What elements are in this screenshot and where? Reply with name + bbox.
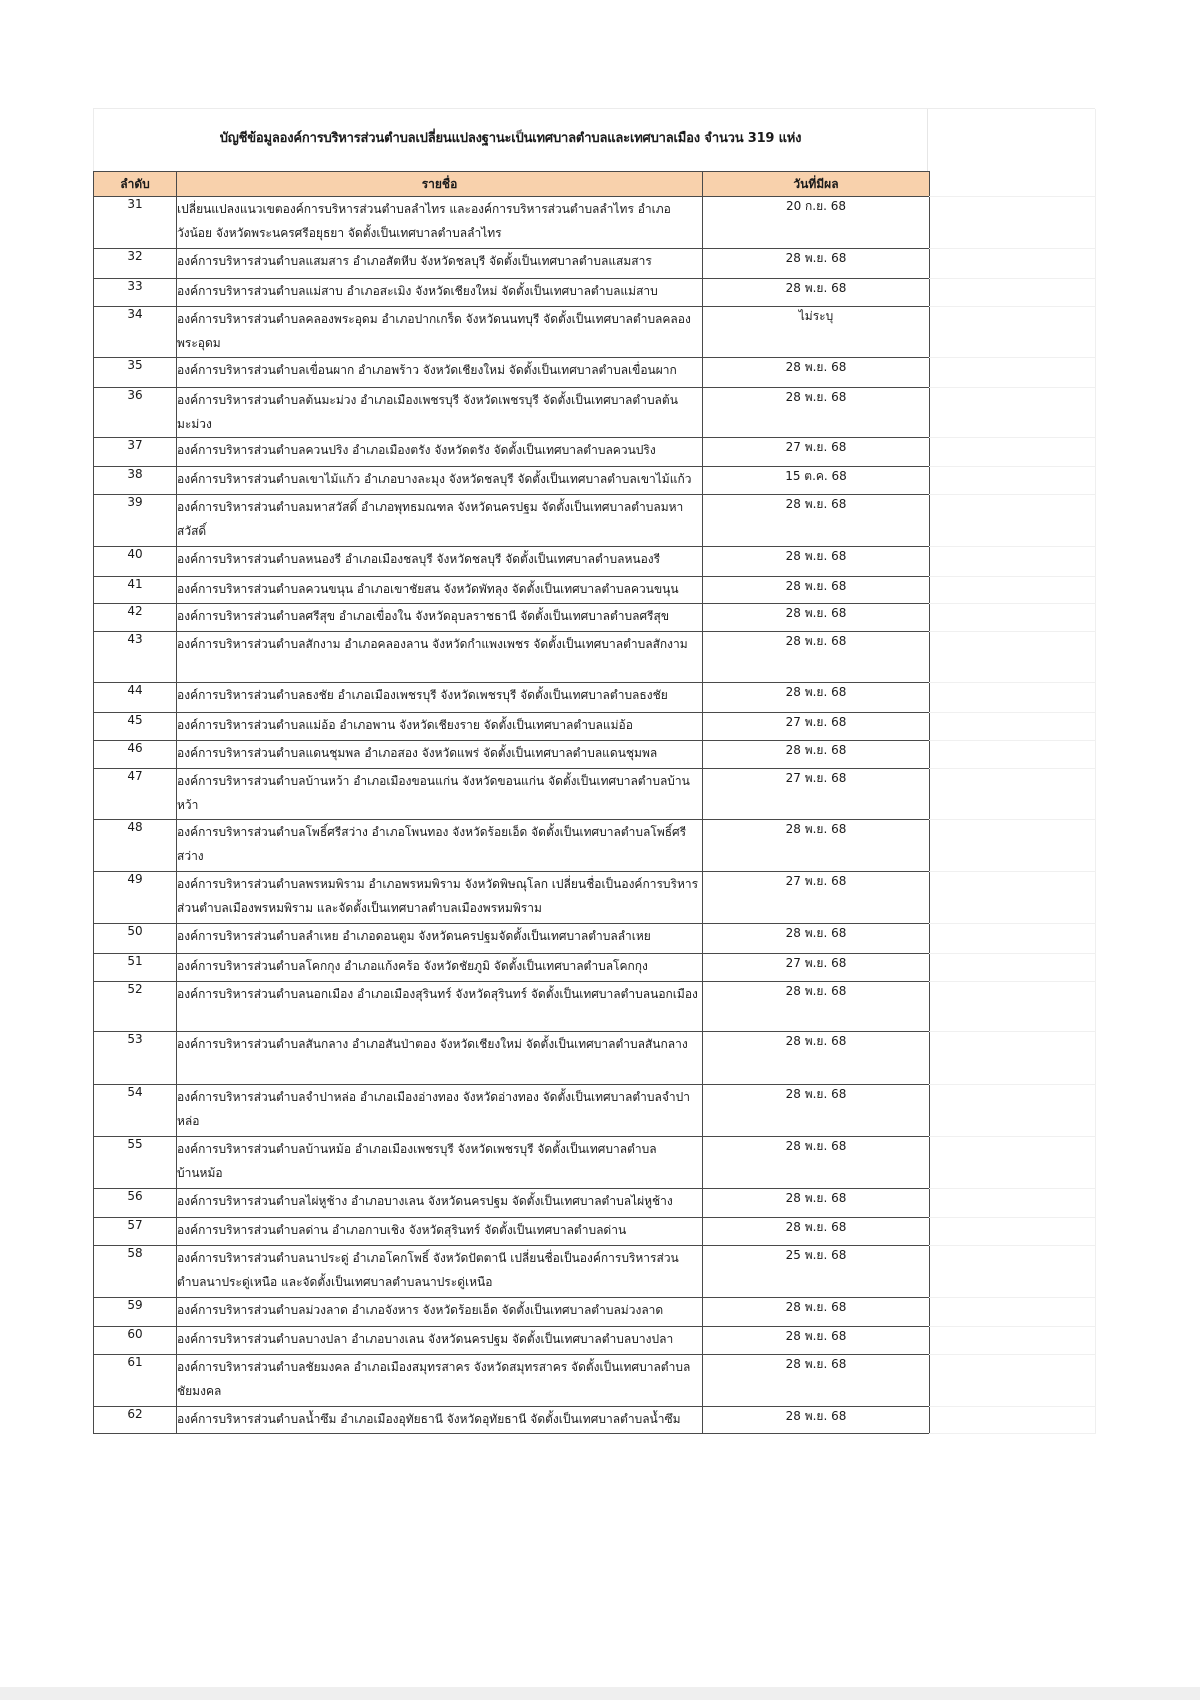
row-number: 49: [94, 872, 177, 924]
table-row: [94, 1246, 930, 1298]
effective-date: 27 พ.ย. 68: [703, 769, 930, 820]
table-row: [94, 495, 930, 547]
effective-date: 28 พ.ย. 68: [703, 1085, 930, 1137]
empty-cell: [929, 1407, 1096, 1434]
organization-name: องค์การบริหารส่วนตำบลจำปาหล่อ อำเภอเมืองอ่างทอง จังหวัดอ่างทอง จัดตั้งเป็นเทศบาลตำบลจำปาหล่อ: [177, 1085, 703, 1137]
effective-date: 28 พ.ย. 68: [703, 1298, 930, 1327]
row-number: 33: [94, 279, 177, 307]
column-header-date: วันที่มีผล: [703, 172, 930, 197]
organization-name: เปลี่ยนแปลงแนวเขตองค์การบริหารส่วนตำบลลำไทร และองค์การบริหารส่วนตำบลลำไทร อำเภอวังน้อย จังหวัดพระนครศรีอยุธยา จัดตั้งเป็นเทศบาลตำบลลำไทร: [177, 197, 703, 249]
empty-cell: [929, 954, 1096, 982]
organization-name: องค์การบริหารส่วนตำบลนาประดู่ อำเภอโคกโพธิ์ จังหวัดปัตตานี เปลี่ยนชื่อเป็นองค์การบริหารส่วนตำบลนาประดู่เหนือ และจัดตั้งเป็นเทศบาลตำบลนาประดู่เหนือ: [177, 1246, 703, 1298]
effective-date: 27 พ.ย. 68: [703, 713, 930, 741]
empty-cell: [929, 1085, 1096, 1137]
row-number: 37: [94, 438, 177, 467]
table-row: [94, 713, 930, 741]
effective-date: 28 พ.ย. 68: [703, 741, 930, 769]
empty-cell: [929, 1298, 1096, 1327]
organization-name: องค์การบริหารส่วนตำบลมหาสวัสดิ์ อำเภอพุทธมณฑล จังหวัดนครปฐม จัดตั้งเป็นเทศบาลตำบลมหาสวัสดิ์: [177, 495, 703, 547]
empty-cell: [929, 577, 1096, 604]
organization-name: องค์การบริหารส่วนตำบลควนปริง อำเภอเมืองตรัง จังหวัดตรัง จัดตั้งเป็นเทศบาลตำบลควนปริง: [177, 438, 703, 467]
table-row: [94, 683, 930, 713]
empty-cell: [929, 1032, 1096, 1085]
effective-date: 28 พ.ย. 68: [703, 1218, 930, 1246]
table-row: [94, 547, 930, 577]
table-row: [94, 954, 930, 982]
empty-cell: [929, 683, 1096, 713]
row-number: 45: [94, 713, 177, 741]
row-number: 46: [94, 741, 177, 769]
organization-name: องค์การบริหารส่วนตำบลสักงาม อำเภอคลองลาน จังหวัดกำแพงเพชร จัดตั้งเป็นเทศบาลตำบลสักงาม: [177, 632, 703, 683]
empty-cell: [929, 820, 1096, 872]
organization-name: องค์การบริหารส่วนตำบลบางปลา อำเภอบางเลน จังหวัดนครปฐม จัดตั้งเป็นเทศบาลตำบลบางปลา: [177, 1327, 703, 1355]
effective-date: 28 พ.ย. 68: [703, 577, 930, 604]
empty-cell: [929, 924, 1096, 954]
empty-cell: [929, 109, 1096, 172]
organization-name: องค์การบริหารส่วนตำบลเขื่อนผาก อำเภอพร้าว จังหวัดเชียงใหม่ จัดตั้งเป็นเทศบาลตำบลเขื่อนผาก: [177, 358, 703, 388]
empty-cell: [929, 1246, 1096, 1298]
effective-date: 27 พ.ย. 68: [703, 438, 930, 467]
effective-date: 28 พ.ย. 68: [703, 1407, 930, 1434]
empty-cell: [929, 604, 1096, 632]
effective-date: 28 พ.ย. 68: [703, 683, 930, 713]
table-row: [94, 632, 930, 683]
table-row: [94, 467, 930, 495]
organization-name: องค์การบริหารส่วนตำบลบ้านหว้า อำเภอเมืองขอนแก่น จังหวัดขอนแก่น จัดตั้งเป็นเทศบาลตำบลบ้านหว้า: [177, 769, 703, 820]
empty-cell: [929, 467, 1096, 495]
empty-cell: [929, 279, 1096, 307]
organization-name: องค์การบริหารส่วนตำบลบ้านหม้อ อำเภอเมืองเพชรบุรี จังหวัดเพชรบุรี จัดตั้งเป็นเทศบาลตำบลบ้านหม้อ: [177, 1137, 703, 1189]
organization-name: องค์การบริหารส่วนตำบลเขาไม้แก้ว อำเภอบางละมุง จังหวัดชลบุรี จัดตั้งเป็นเทศบาลตำบลเขาไม้แก้ว: [177, 467, 703, 495]
row-number: 34: [94, 307, 177, 358]
empty-cell: [929, 307, 1096, 358]
effective-date: 15 ต.ค. 68: [703, 467, 930, 495]
column-header-name: รายชื่อ: [177, 172, 703, 197]
effective-date: 28 พ.ย. 68: [703, 632, 930, 683]
row-number: 53: [94, 1032, 177, 1085]
effective-date: 28 พ.ย. 68: [703, 1189, 930, 1218]
effective-date: 28 พ.ย. 68: [703, 249, 930, 279]
organization-name: องค์การบริหารส่วนตำบลโคกกุง อำเภอแก้งคร้อ จังหวัดชัยภูมิ จัดตั้งเป็นเทศบาลตำบลโคกกุง: [177, 954, 703, 982]
empty-cell: [929, 632, 1096, 683]
page-footer-bar: [0, 1687, 1200, 1700]
table-row: [94, 279, 930, 307]
organization-name: องค์การบริหารส่วนตำบลโพธิ์ศรีสว่าง อำเภอโพนทอง จังหวัดร้อยเอ็ด จัดตั้งเป็นเทศบาลตำบลโพธิ์ศรีสว่าง: [177, 820, 703, 872]
row-number: 47: [94, 769, 177, 820]
empty-cell: [929, 982, 1096, 1032]
table-row: [94, 820, 930, 872]
organization-name: องค์การบริหารส่วนตำบลหนองรี อำเภอเมืองชลบุรี จังหวัดชลบุรี จัดตั้งเป็นเทศบาลตำบลหนองรี: [177, 547, 703, 577]
row-number: 58: [94, 1246, 177, 1298]
row-number: 38: [94, 467, 177, 495]
effective-date: 28 พ.ย. 68: [703, 388, 930, 438]
empty-cell: [929, 1327, 1096, 1355]
row-number: 50: [94, 924, 177, 954]
table-row: [94, 438, 930, 467]
row-number: 35: [94, 358, 177, 388]
empty-cell: [929, 495, 1096, 547]
table-row: [94, 388, 930, 438]
effective-date: 28 พ.ย. 68: [703, 495, 930, 547]
row-number: 56: [94, 1189, 177, 1218]
organization-name: องค์การบริหารส่วนตำบลต้นมะม่วง อำเภอเมืองเพชรบุรี จังหวัดเพชรบุรี จัดตั้งเป็นเทศบาลตำบลต้นมะม่วง: [177, 388, 703, 438]
empty-cell: [929, 171, 1096, 197]
table-body: [94, 197, 930, 1434]
empty-cell: [929, 438, 1096, 467]
effective-date: 25 พ.ย. 68: [703, 1246, 930, 1298]
organization-name: องค์การบริหารส่วนตำบลลำเหย อำเภอดอนตูม จังหวัดนครปฐมจัดตั้งเป็นเทศบาลตำบลลำเหย: [177, 924, 703, 954]
row-number: 39: [94, 495, 177, 547]
table-row: [94, 872, 930, 924]
effective-date: 27 พ.ย. 68: [703, 954, 930, 982]
organization-name: องค์การบริหารส่วนตำบลแม่สาบ อำเภอสะเมิง จังหวัดเชียงใหม่ จัดตั้งเป็นเทศบาลตำบลแม่สาบ: [177, 279, 703, 307]
row-number: 62: [94, 1407, 177, 1434]
effective-date: 28 พ.ย. 68: [703, 820, 930, 872]
empty-cell: [929, 388, 1096, 438]
effective-date: 20 ก.ย. 68: [703, 197, 930, 249]
empty-cell: [929, 769, 1096, 820]
row-number: 36: [94, 388, 177, 438]
row-number: 54: [94, 1085, 177, 1137]
row-number: 44: [94, 683, 177, 713]
row-number: 48: [94, 820, 177, 872]
organization-name: องค์การบริหารส่วนตำบลชัยมงคล อำเภอเมืองสมุทรสาคร จังหวัดสมุทรสาคร จัดตั้งเป็นเทศบาลตำบลชัยมงคล: [177, 1355, 703, 1407]
table-row: [94, 249, 930, 279]
row-number: 41: [94, 577, 177, 604]
row-number: 31: [94, 197, 177, 249]
table-row: [94, 769, 930, 820]
row-number: 43: [94, 632, 177, 683]
organization-name: องค์การบริหารส่วนตำบลด่าน อำเภอกาบเชิง จังหวัดสุรินทร์ จัดตั้งเป็นเทศบาลตำบลด่าน: [177, 1218, 703, 1246]
table-row: [94, 1218, 930, 1246]
table-row: [94, 741, 930, 769]
table-row: [94, 577, 930, 604]
organization-name: องค์การบริหารส่วนตำบลศรีสุข อำเภอเขื่องใน จังหวัดอุบลราชธานี จัดตั้งเป็นเทศบาลตำบลศรีสุข: [177, 604, 703, 632]
empty-cell: [929, 872, 1096, 924]
table-row: [94, 1298, 930, 1327]
table-row: [94, 1355, 930, 1407]
organization-name: องค์การบริหารส่วนตำบลพรหมพิราม อำเภอพรหมพิราม จังหวัดพิษณุโลก เปลี่ยนชื่อเป็นองค์การบริหารส่วนตำบลเมืองพรหมพิราม และจัดตั้งเป็นเทศบาลตำบลเมืองพรหมพิราม: [177, 872, 703, 924]
organization-name: องค์การบริหารส่วนตำบลคลองพระอุดม อำเภอปากเกร็ด จังหวัดนนทบุรี จัดตั้งเป็นเทศบาลตำบลคลองพระอุดม: [177, 307, 703, 358]
table-row: [94, 307, 930, 358]
row-number: 40: [94, 547, 177, 577]
effective-date: 27 พ.ย. 68: [703, 872, 930, 924]
row-number: 42: [94, 604, 177, 632]
organization-name: องค์การบริหารส่วนตำบลน้ำซึม อำเภอเมืองอุทัยธานี จังหวัดอุทัยธานี จัดตั้งเป็นเทศบาลตำบลน้ำซึม: [177, 1407, 703, 1434]
empty-cell: [929, 741, 1096, 769]
table-row: [94, 1137, 930, 1189]
table-row: [94, 1085, 930, 1137]
empty-cell: [929, 358, 1096, 388]
effective-date: 28 พ.ย. 68: [703, 358, 930, 388]
effective-date: 28 พ.ย. 68: [703, 982, 930, 1032]
table-header-row: [94, 172, 930, 197]
effective-date: ไม่ระบุ: [703, 307, 930, 358]
table-row: [94, 358, 930, 388]
organization-name: องค์การบริหารส่วนตำบลแสมสาร อำเภอสัตหีบ จังหวัดชลบุรี จัดตั้งเป็นเทศบาลตำบลแสมสาร: [177, 249, 703, 279]
effective-date: 28 พ.ย. 68: [703, 547, 930, 577]
column-header-no: ลำดับ: [94, 172, 177, 197]
empty-cell: [929, 1189, 1096, 1218]
empty-cell: [929, 713, 1096, 741]
table-row: [94, 982, 930, 1032]
table-row: [94, 604, 930, 632]
row-number: 51: [94, 954, 177, 982]
empty-cell: [929, 249, 1096, 279]
title-row: [93, 108, 1095, 172]
effective-date: 28 พ.ย. 68: [703, 1032, 930, 1085]
organization-name: องค์การบริหารส่วนตำบลไผ่หูช้าง อำเภอบางเลน จังหวัดนครปฐม จัดตั้งเป็นเทศบาลตำบลไผ่หูช้าง: [177, 1189, 703, 1218]
organization-name: องค์การบริหารส่วนตำบลแดนชุมพล อำเภอสอง จังหวัดแพร่ จัดตั้งเป็นเทศบาลตำบลแดนชุมพล: [177, 741, 703, 769]
effective-date: 28 พ.ย. 68: [703, 1137, 930, 1189]
empty-cell: [929, 1137, 1096, 1189]
row-number: 55: [94, 1137, 177, 1189]
row-number: 32: [94, 249, 177, 279]
municipality-table: [93, 171, 930, 1434]
table-row: [94, 1327, 930, 1355]
table-row: [94, 197, 930, 249]
row-number: 59: [94, 1298, 177, 1327]
spreadsheet-page: [93, 108, 1095, 172]
effective-date: 28 พ.ย. 68: [703, 1327, 930, 1355]
organization-name: องค์การบริหารส่วนตำบลธงชัย อำเภอเมืองเพชรบุรี จังหวัดเพชรบุรี จัดตั้งเป็นเทศบาลตำบลธงชัย: [177, 683, 703, 713]
row-number: 52: [94, 982, 177, 1032]
empty-cell: [929, 547, 1096, 577]
organization-name: องค์การบริหารส่วนตำบลม่วงลาด อำเภอจังหาร จังหวัดร้อยเอ็ด จัดตั้งเป็นเทศบาลตำบลม่วงลาด: [177, 1298, 703, 1327]
organization-name: องค์การบริหารส่วนตำบลแม่อ้อ อำเภอพาน จังหวัดเชียงราย จัดตั้งเป็นเทศบาลตำบลแม่อ้อ: [177, 713, 703, 741]
empty-cell: [929, 1218, 1096, 1246]
table-row: [94, 1032, 930, 1085]
empty-cell: [929, 1355, 1096, 1407]
effective-date: 28 พ.ย. 68: [703, 279, 930, 307]
row-number: 60: [94, 1327, 177, 1355]
document-title: บัญชีข้อมูลองค์การบริหารส่วนตำบลเปลี่ยนแปลงฐานะเป็นเทศบาลตำบลและเทศบาลเมือง จำนวน 319 แห่ง: [94, 109, 928, 172]
table-row: [94, 1407, 930, 1434]
empty-cell: [929, 197, 1096, 249]
table-row: [94, 1189, 930, 1218]
effective-date: 28 พ.ย. 68: [703, 1355, 930, 1407]
organization-name: องค์การบริหารส่วนตำบลนอกเมือง อำเภอเมืองสุรินทร์ จังหวัดสุรินทร์ จัดตั้งเป็นเทศบาลตำบลนอกเมือง: [177, 982, 703, 1032]
effective-date: 28 พ.ย. 68: [703, 604, 930, 632]
row-number: 61: [94, 1355, 177, 1407]
row-number: 57: [94, 1218, 177, 1246]
organization-name: องค์การบริหารส่วนตำบลควนขนุน อำเภอเขาชัยสน จังหวัดพัทลุง จัดตั้งเป็นเทศบาลตำบลควนขนุน: [177, 577, 703, 604]
effective-date: 28 พ.ย. 68: [703, 924, 930, 954]
organization-name: องค์การบริหารส่วนตำบลสันกลาง อำเภอสันป่าตอง จังหวัดเชียงใหม่ จัดตั้งเป็นเทศบาลตำบลสันกลาง: [177, 1032, 703, 1085]
table-row: [94, 924, 930, 954]
